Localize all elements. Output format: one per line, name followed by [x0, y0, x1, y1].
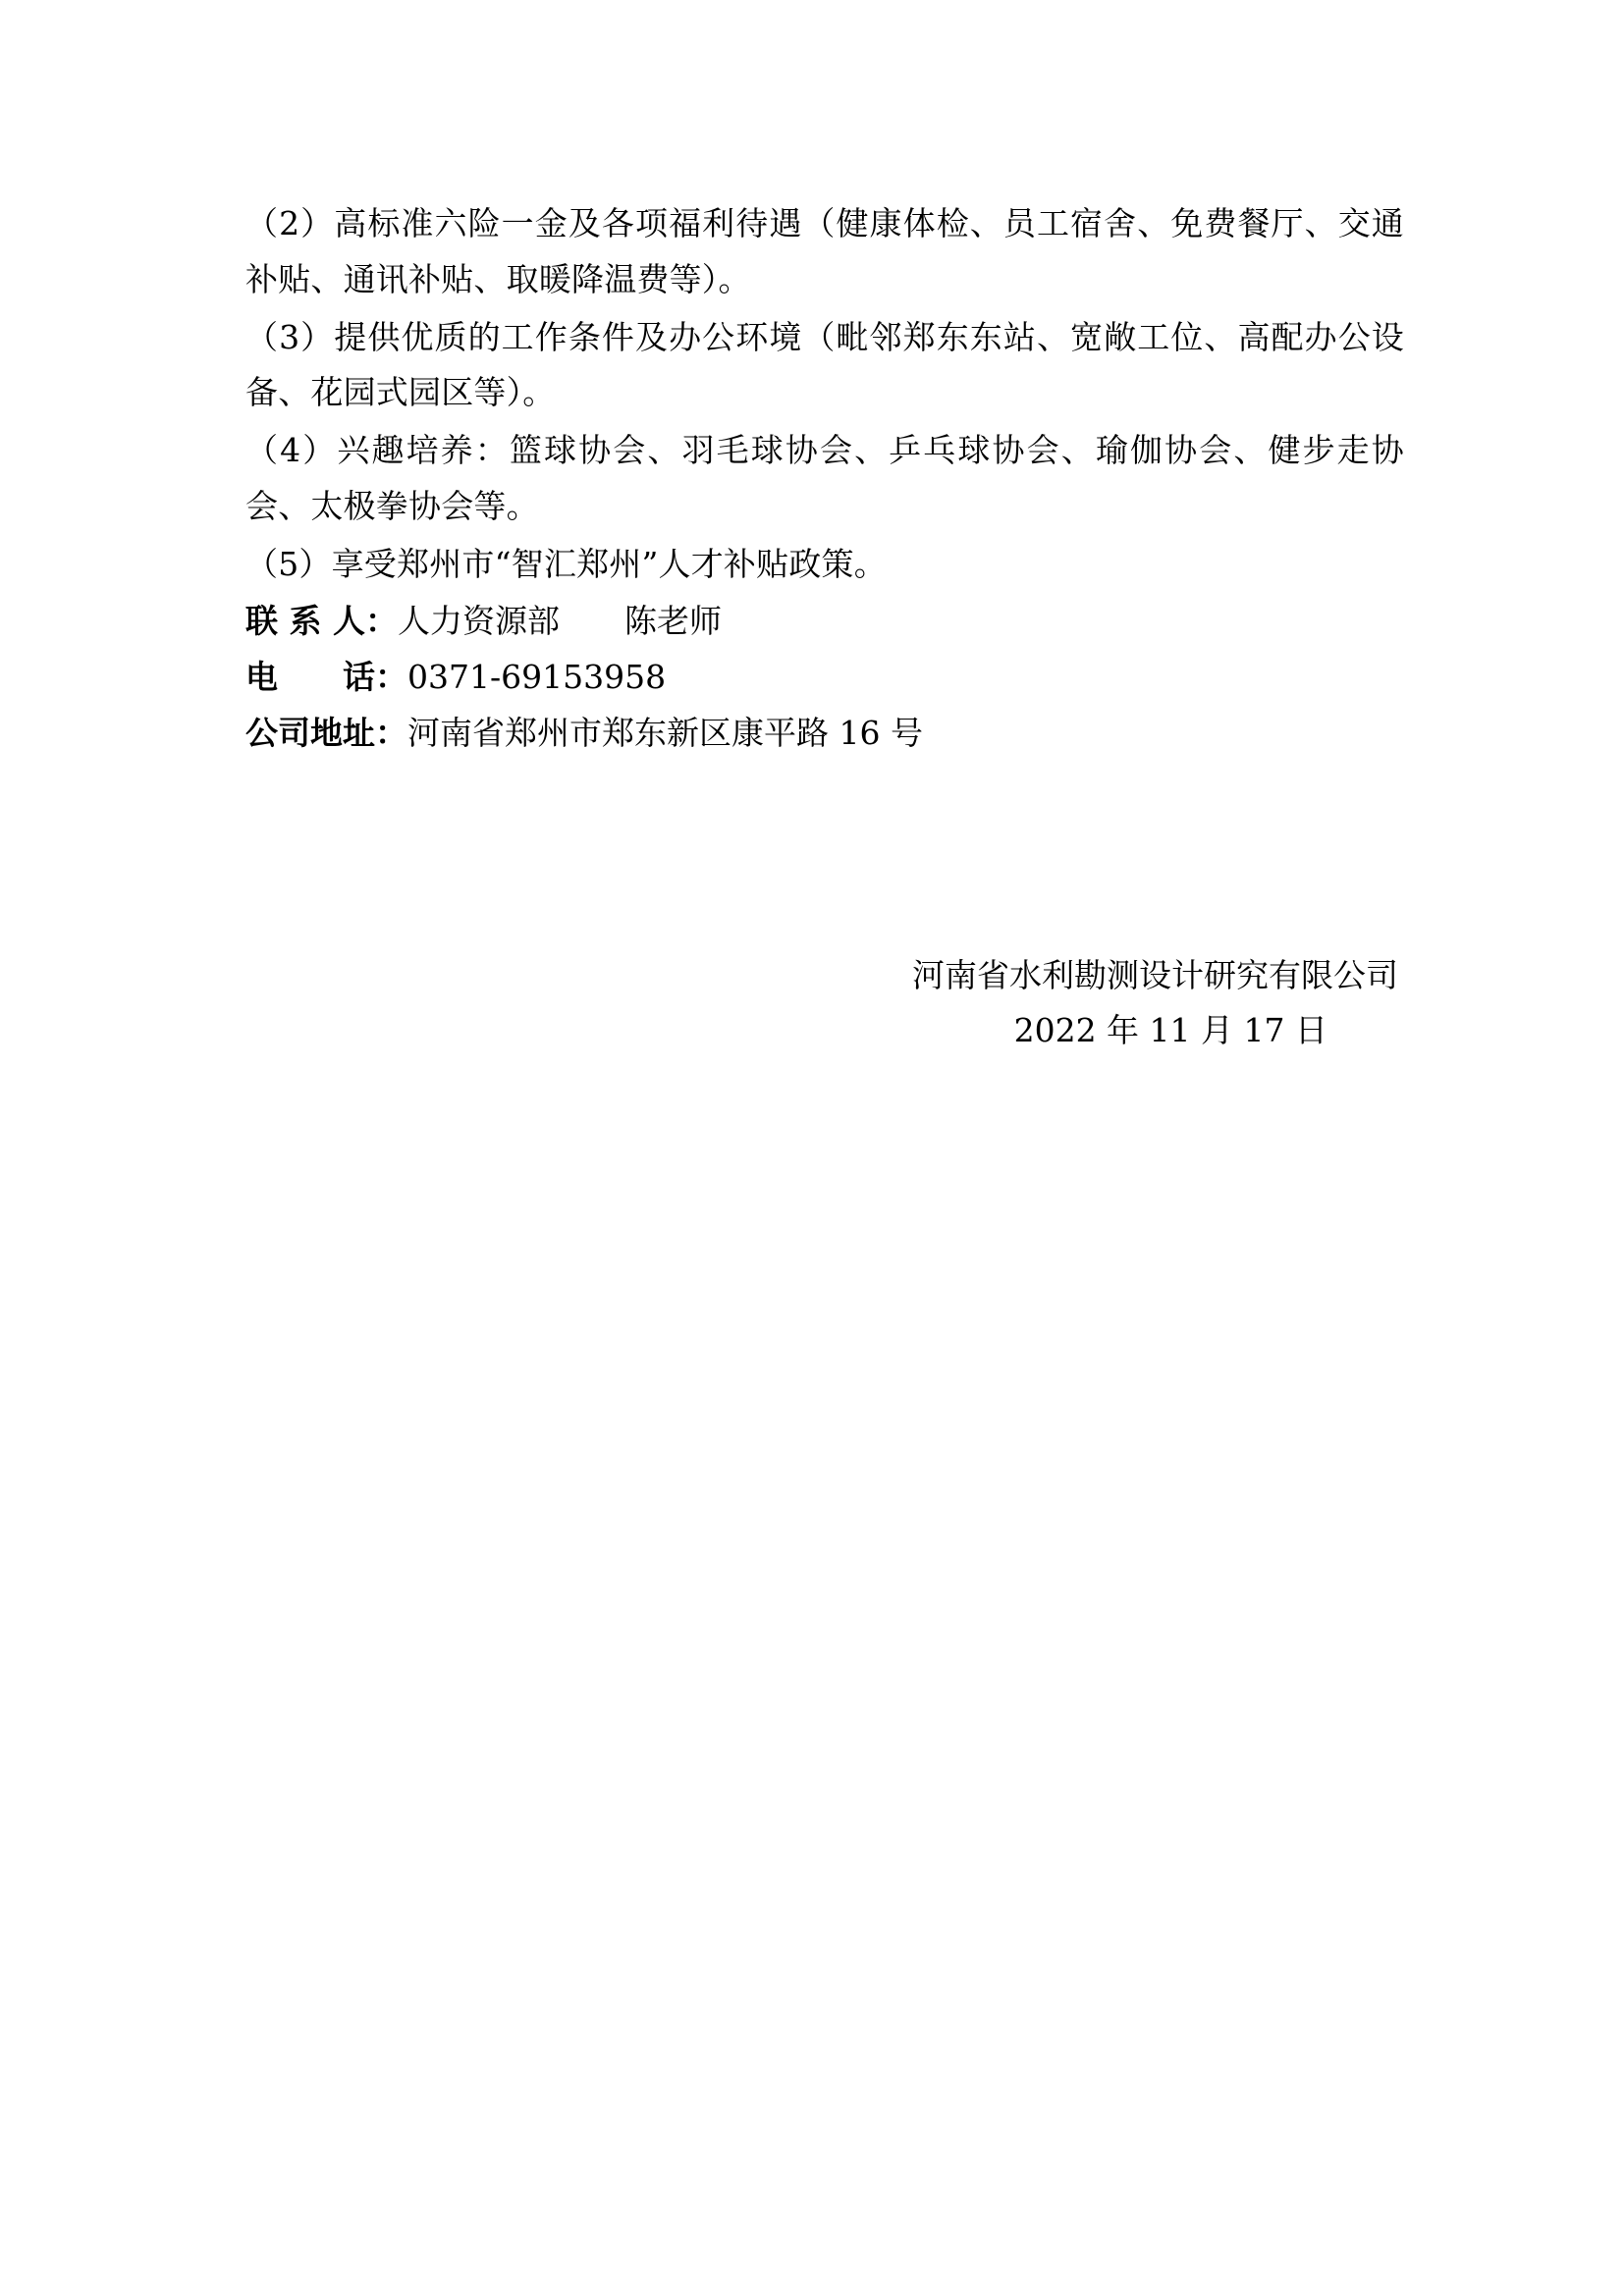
paragraph-item-2: （2）高标准六险一金及各项福利待遇（健康体检、员工宿舍、免费餐厅、交通补贴、通讯补贴、取暖降温费等）。	[245, 204, 1404, 298]
contact-address-line	[245, 706, 1404, 762]
paragraph-item-3: （3）提供优质的工作条件及办公环境（毗邻郑东东站、宽敞工位、高配办公设备、花园式园区等）。	[245, 317, 1404, 412]
contact-phone-line	[245, 650, 1404, 706]
contact-address-value: 河南省郑州市郑东新区康平路 16 号	[407, 713, 923, 752]
paragraph-item-5: （5）享受郑州市“智汇郑州”人才补贴政策。	[245, 544, 887, 583]
signature-company: 河南省水利勘测设计研究有限公司	[912, 955, 1398, 994]
paragraph-item-4: （4）兴趣培养：篮球协会、羽毛球协会、乒乓球协会、瑜伽协会、健步走协会、太极拳协会等。	[245, 431, 1404, 525]
contact-person-value: 人力资源部 陈老师	[397, 602, 722, 641]
signature-date: 2022 年 11 月 17 日	[1013, 1011, 1327, 1050]
signature-block	[245, 948, 1414, 1060]
contact-person-label: 联 系 人：	[245, 602, 398, 641]
document-body	[245, 196, 1404, 762]
contact-phone-label: 电 话：	[245, 658, 407, 696]
contact-phone-value: 0371-69153958	[407, 658, 667, 696]
contact-address-label: 公司地址：	[245, 713, 407, 752]
contact-person-line	[245, 594, 1404, 650]
